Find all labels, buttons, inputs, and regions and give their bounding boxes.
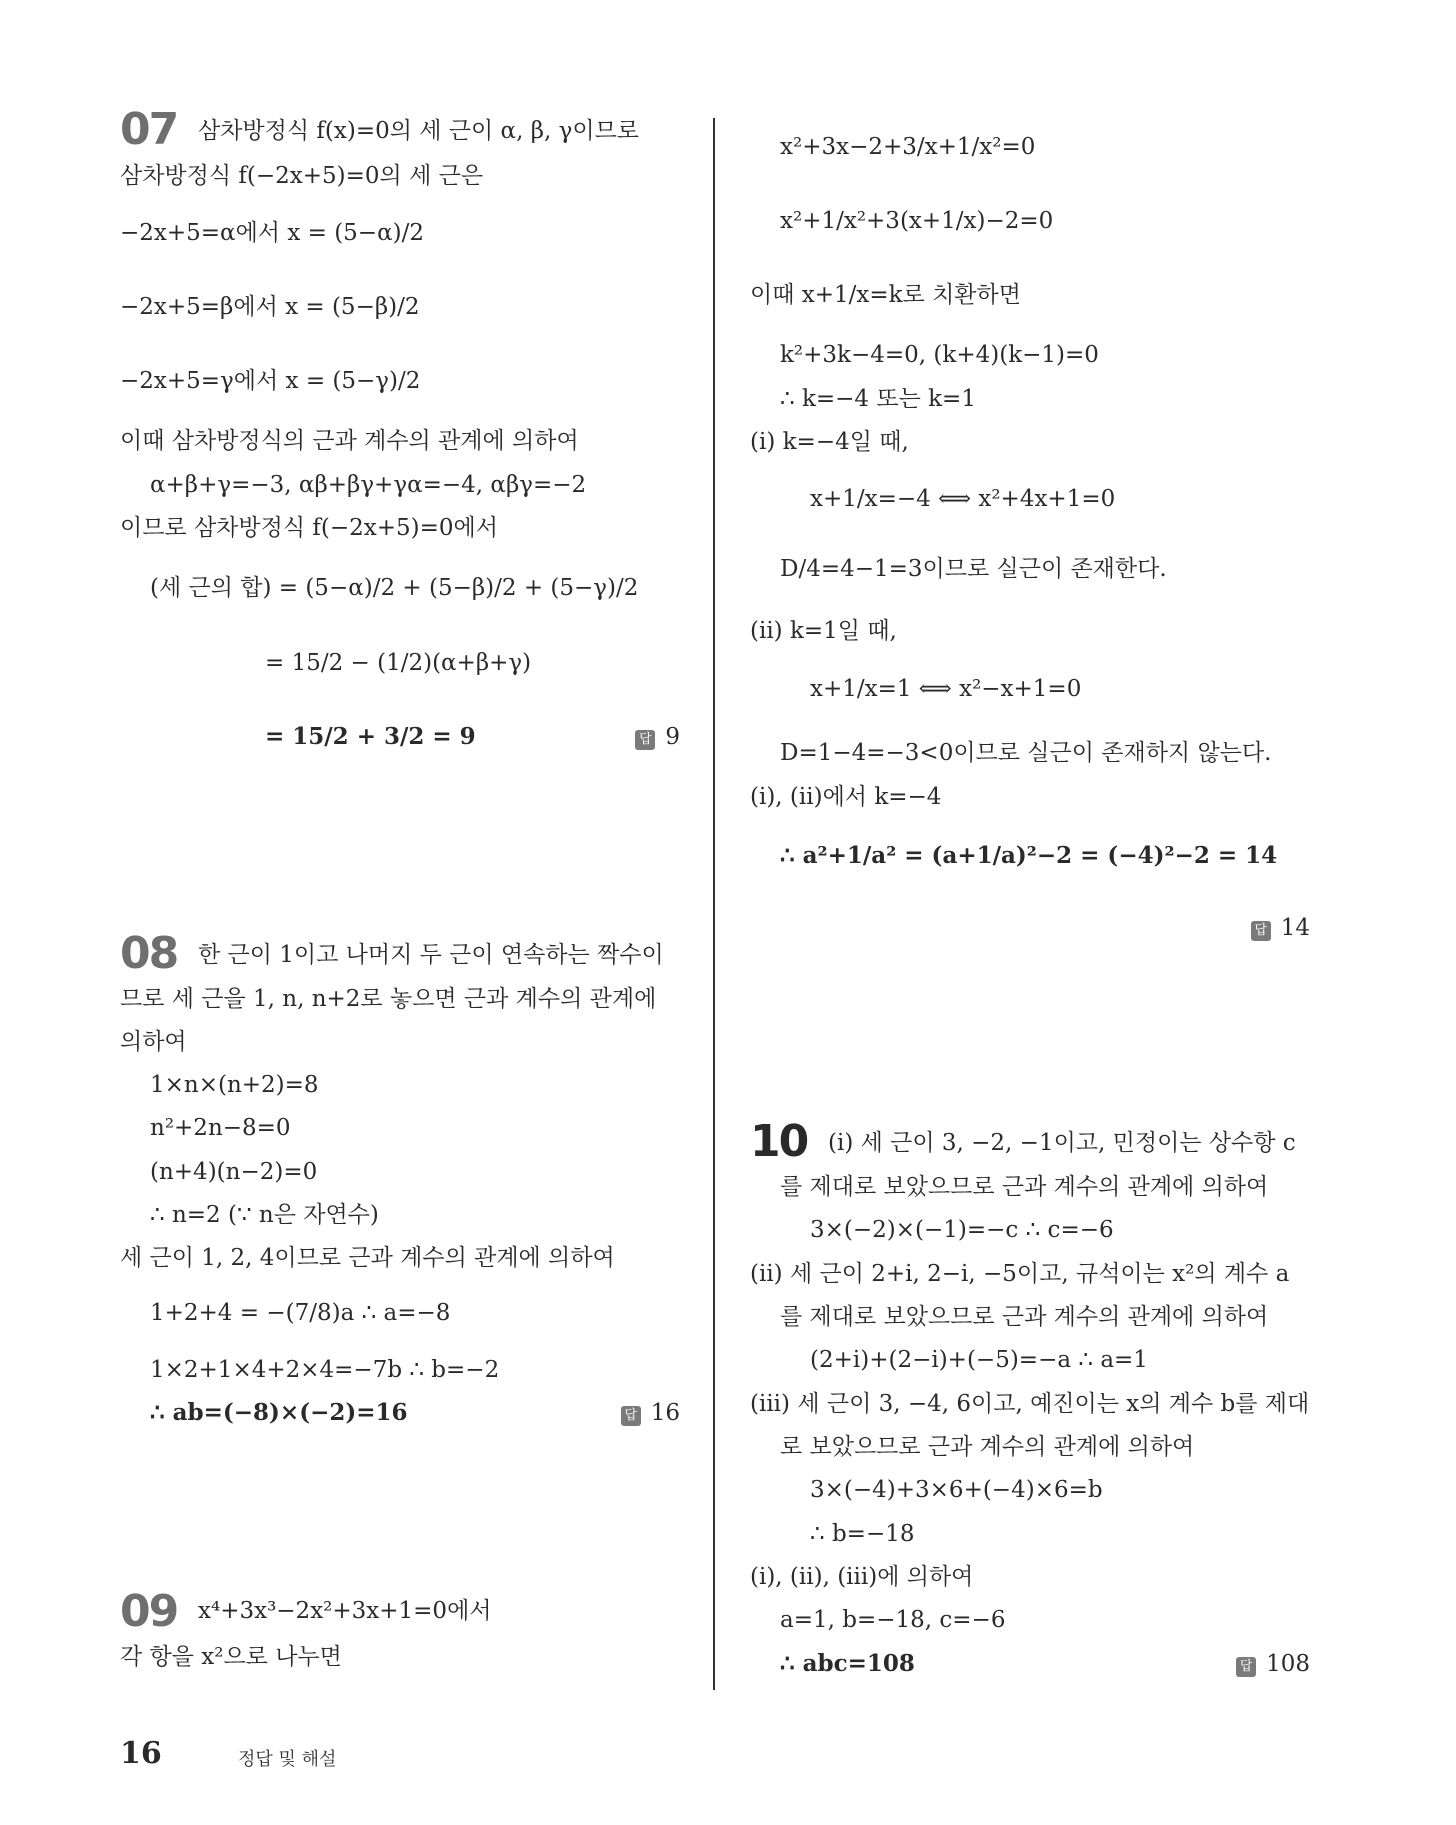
solution-line: α+β+γ=−3, αβ+βγ+γα=−4, αβγ=−2 [150,472,587,498]
solution-line: 3×(−4)+3×6+(−4)×6=b [810,1477,1103,1503]
solution-line: = 15/2 − (1/2)(α+β+γ) [265,650,532,676]
answer-box [635,722,680,752]
solution-line: (n+4)(n−2)=0 [150,1159,318,1185]
solution-line: −2x+5=γ에서 x = (5−γ)/2 [120,368,421,394]
solution-line: x⁴+3x³−2x²+3x+1=0에서 [198,1598,492,1624]
solution-line: −2x+5=β에서 x = (5−β)/2 [120,294,420,320]
column-divider [713,118,715,1690]
solution-line: D/4=4−1=3이므로 실근이 존재한다. [780,556,1167,582]
solution-line: x+1/x=1 ⟺ x²−x+1=0 [810,676,1082,702]
solution-line: k²+3k−4=0, (k+4)(k−1)=0 [780,342,1099,368]
solution-line: = 15/2 + 3/2 = 9 [265,723,476,750]
solution-line: (i) k=−4일 때, [750,429,909,455]
answer-box [1251,913,1310,943]
solution-line: 세 근이 1, 2, 4이므로 근과 계수의 관계에 의하여 [120,1245,615,1271]
section-label: 정답 및 해설 [238,1749,337,1770]
solution-line: a=1, b=−18, c=−6 [780,1607,1006,1633]
solution-line: (i), (ii), (iii)에 의하여 [750,1564,974,1590]
solution-line: x²+1/x²+3(x+1/x)−2=0 [780,208,1054,234]
solution-line: (i) 세 근이 3, −2, −1이고, 민정이는 상수항 c [828,1130,1296,1156]
solution-line: ∴ n=2 (∵ n은 자연수) [150,1202,379,1228]
solution-line: (ii) k=1일 때, [750,618,897,644]
problem-number: 10 [750,1116,808,1167]
page-number: 16 [120,1736,162,1771]
solution-line: 각 항을 x²으로 나누면 [120,1644,342,1670]
solution-line: 1×2+1×4+2×4=−7b ∴ b=−2 [150,1357,500,1383]
solution-line: (i), (ii)에서 k=−4 [750,784,942,810]
solution-line: 1+2+4 = −(7/8)a ∴ a=−8 [150,1300,451,1326]
solution-line: (ii) 세 근이 2+i, 2−i, −5이고, 규석이는 x²의 계수 a [750,1261,1290,1287]
answer-box [1236,1649,1310,1679]
answer-icon: 답 [1251,921,1271,941]
solution-line: 의하여 [120,1029,187,1055]
solution-line: x+1/x=−4 ⟺ x²+4x+1=0 [810,486,1116,512]
answer-value: 16 [650,1400,680,1426]
solution-line: 를 제대로 보았으므로 근과 계수의 관계에 의하여 [780,1304,1269,1330]
solution-line: ∴ ab=(−8)×(−2)=16 [150,1399,408,1426]
solution-line: x²+3x−2+3/x+1/x²=0 [780,134,1036,160]
solution-line: D=1−4=−3<0이므로 실근이 존재하지 않는다. [780,740,1272,766]
problem-number: 08 [120,928,178,979]
answer-icon: 답 [1236,1657,1256,1677]
solution-line: 이므로 삼차방정식 f(−2x+5)=0에서 [120,515,498,541]
problem-number: 09 [120,1586,178,1637]
solution-line: ∴ a²+1/a² = (a+1/a)²−2 = (−4)²−2 = 14 [780,842,1278,869]
solution-line: 이때 x+1/x=k로 치환하면 [750,282,1021,308]
solution-line: (2+i)+(2−i)+(−5)=−a ∴ a=1 [810,1347,1148,1373]
solution-line: ∴ k=−4 또는 k=1 [780,386,976,412]
solution-line: −2x+5=α에서 x = (5−α)/2 [120,220,424,246]
answer-value: 9 [665,724,680,750]
solution-line: 므로 세 근을 1, n, n+2로 놓으면 근과 계수의 관계에 [120,986,657,1012]
solution-line: 1×n×(n+2)=8 [150,1072,319,1098]
answer-value: 14 [1280,915,1310,941]
solution-line: ∴ b=−18 [810,1521,915,1547]
solution-line: 이때 삼차방정식의 근과 계수의 관계에 의하여 [120,428,579,454]
solution-line: ∴ abc=108 [780,1650,915,1677]
answer-value: 108 [1266,1651,1310,1677]
solution-line: 로 보았으므로 근과 계수의 관계에 의하여 [780,1434,1195,1460]
solution-line: 를 제대로 보았으므로 근과 계수의 관계에 의하여 [780,1174,1269,1200]
solution-line: n²+2n−8=0 [150,1115,291,1141]
answer-icon: 답 [621,1406,641,1426]
problem-number: 07 [120,104,178,155]
solution-line: (세 근의 합) = (5−α)/2 + (5−β)/2 + (5−γ)/2 [150,575,639,601]
solution-line: 한 근이 1이고 나머지 두 근이 연속하는 짝수이 [198,942,664,968]
solution-line: 3×(−2)×(−1)=−c ∴ c=−6 [810,1217,1114,1243]
solution-line: (iii) 세 근이 3, −4, 6이고, 예진이는 x의 계수 b를 제대 [750,1391,1310,1417]
solution-line: 삼차방정식 f(−2x+5)=0의 세 근은 [120,163,484,189]
solution-line: 삼차방정식 f(x)=0의 세 근이 α, β, γ이므로 [198,118,640,144]
answer-box [621,1398,680,1428]
answer-icon: 답 [635,730,655,750]
